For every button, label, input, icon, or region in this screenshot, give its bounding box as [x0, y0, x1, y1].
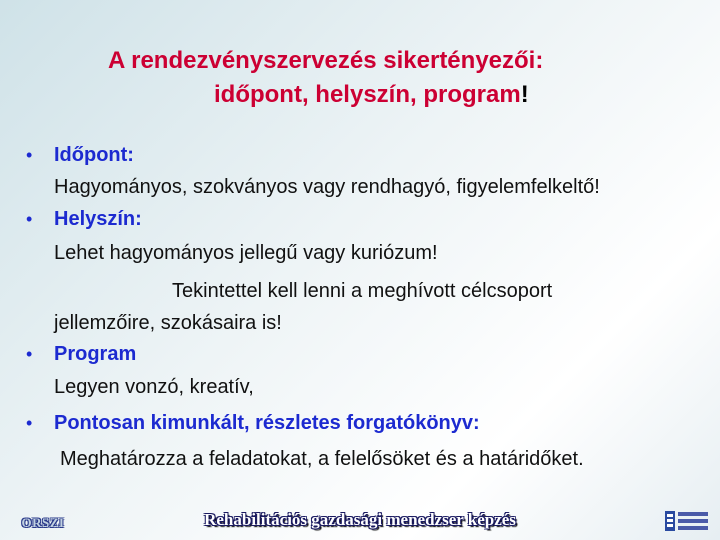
orszi-logo: ORSZI — [21, 515, 65, 530]
bullet-text: Tekintettel kell lenni a meghívott célcsoport — [172, 280, 553, 302]
bullet-heading-helyszin: Helyszín: — [54, 208, 142, 230]
title-line-1: A rendezvényszervezés sikertényezői: — [108, 47, 544, 74]
bullet-text: Lehet hagyományos jellegű vagy kuriózum! — [54, 242, 438, 264]
bullet-text: Legyen vonzó, kreatív, — [54, 376, 254, 398]
bullet-text: Meghatározza a feladatokat, a felelősöket és a határidőket. — [60, 448, 584, 470]
bullet-icon: • — [26, 145, 33, 165]
bullet-heading-program: Program — [54, 343, 137, 365]
title-line-2-text: időpont, helyszín, program — [214, 81, 521, 108]
bullet-heading-idopont: Időpont: — [54, 144, 134, 166]
bullet-icon: • — [26, 413, 33, 433]
footer-title: Rehabilitációs gazdasági menedzser képzés — [204, 510, 516, 529]
title-line-2 — [214, 78, 529, 112]
bullet-icon: • — [26, 344, 33, 364]
bullet-text: jellemzőire, szokásaira is! — [54, 312, 282, 334]
partner-logo-icon — [664, 508, 710, 534]
bullet-text: Hagyományos, szokványos vagy rendhagyó, figyelemfelkeltő! — [54, 176, 600, 198]
title-line-2-end: ! — [520, 81, 529, 108]
bullet-heading-forgatokonyv: Pontosan kimunkált, részletes forgatókönyv: — [54, 412, 480, 434]
bullet-icon: • — [26, 209, 33, 229]
